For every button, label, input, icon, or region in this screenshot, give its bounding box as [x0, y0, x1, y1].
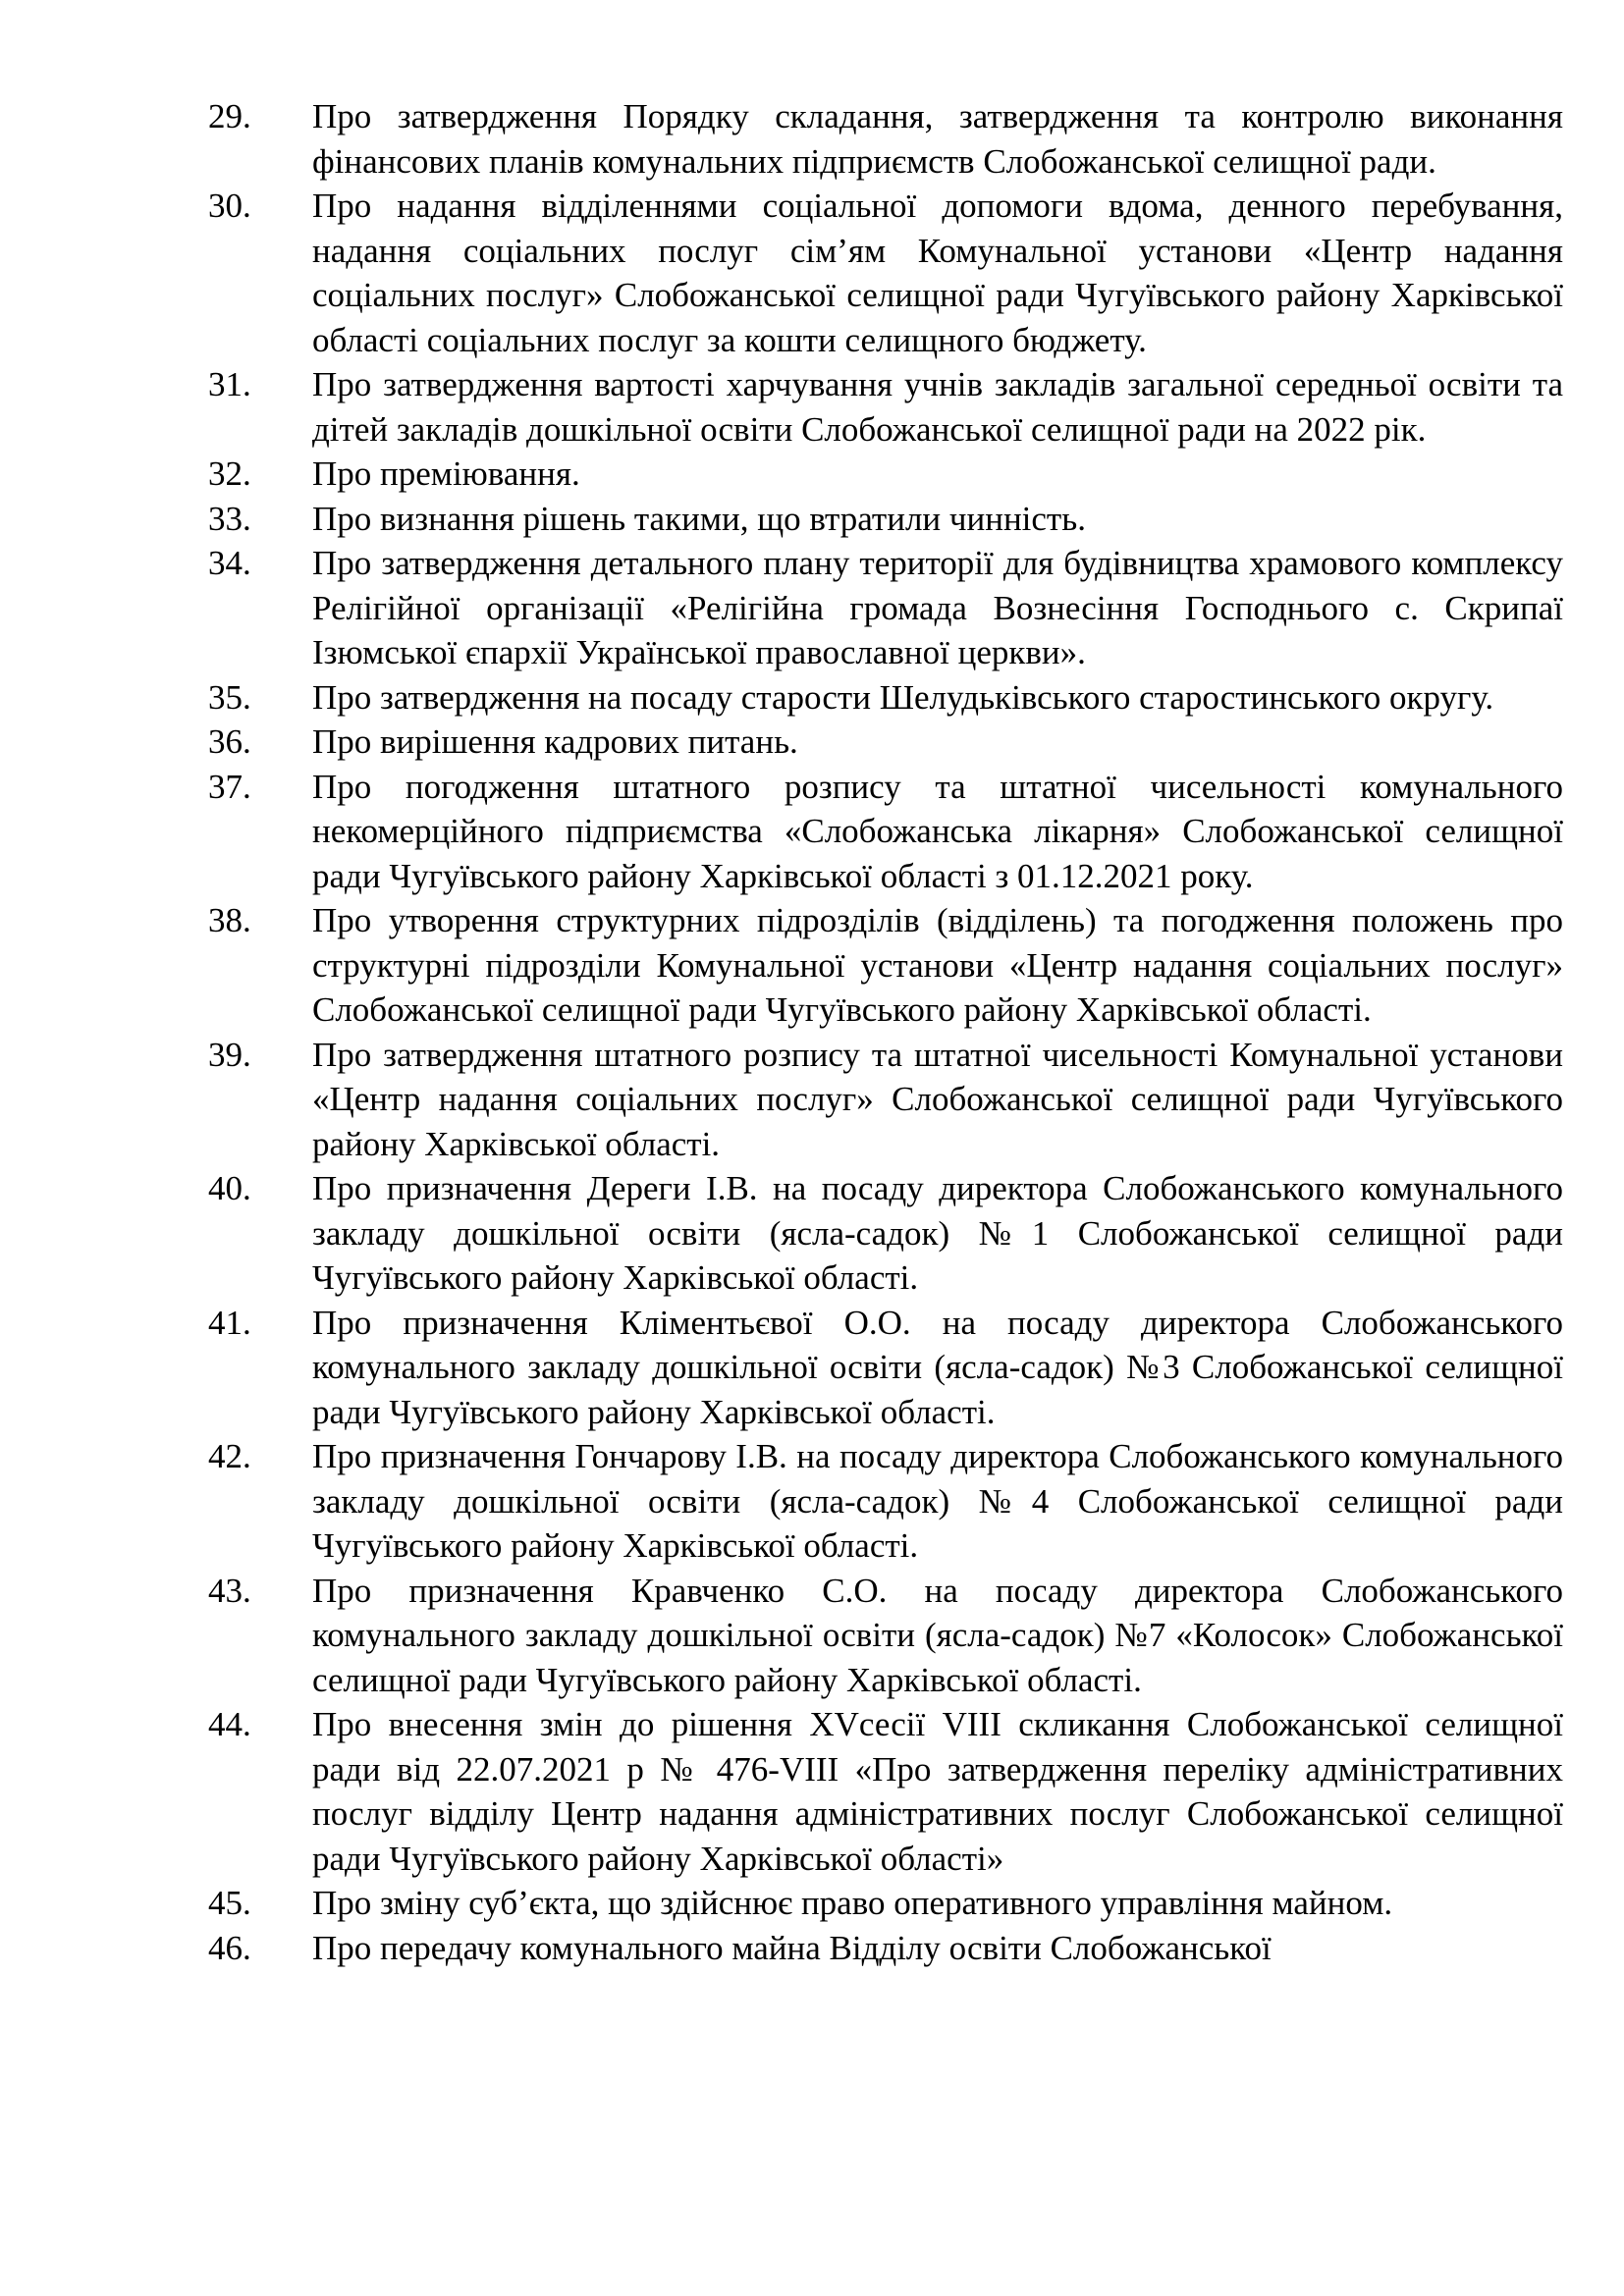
item-text: Про надання відділеннями соціальної допомоги вдома, денного перебування, надання соціальних послуг сім’ям Комунальної установи «Центр надання соціальних послуг» Слобожанської селищної ради Чугуївського району Харківської області соціальних послуг за кошти селищного бюджету.	[312, 187, 1563, 359]
item-text: Про преміювання.	[312, 454, 580, 493]
item-number: 46.	[208, 1928, 251, 1967]
item-text: Про призначення Кліментьєвої О.О. на посаду директора Слобожанського комунального закладу дошкільної освіти (ясла-садок) №3 Слобожанської селищної ради Чугуївського району Харківської області.	[312, 1303, 1563, 1431]
list-item	[208, 452, 1563, 497]
item-text: Про затвердження штатного розпису та штатної чисельності Комунальної установи «Центр надання соціальних послуг» Слобожанської селищної ради Чугуївського району Харківської області.	[312, 1035, 1563, 1163]
list-item	[208, 1702, 1563, 1881]
item-number: 43.	[208, 1571, 251, 1610]
list-item	[208, 1926, 1563, 1971]
item-text: Про зміну суб’єкта, що здійснює право оперативного управління майном.	[312, 1884, 1393, 1922]
item-text: Про призначення Кравченко С.О. на посаду директора Слобожанського комунального закладу дошкільної освіти (ясла-садок) №7 «Колосок» Слобожанської селищної ради Чугуївського району Харківської області.	[312, 1571, 1563, 1699]
item-number: 33.	[208, 499, 251, 538]
item-number: 34.	[208, 544, 251, 582]
item-text: Про погодження штатного розпису та штатної чисельності комунального некомерційного підприємства «Слобожанська лікарня» Слобожанської селищної ради Чугуївського району Харківської області з 01.12.2021 року.	[312, 767, 1563, 895]
list-item	[208, 184, 1563, 362]
list-item	[208, 765, 1563, 899]
item-number: 39.	[208, 1035, 251, 1074]
list-item	[208, 1881, 1563, 1926]
list-item	[208, 541, 1563, 675]
item-text: Про затвердження вартості харчування учнів закладів загальної середньої освіти та дітей закладів дошкільної освіти Слобожанської селищної ради на 2022 рік.	[312, 365, 1563, 449]
list-item	[208, 675, 1563, 721]
item-number: 32.	[208, 454, 251, 493]
agenda-list	[208, 94, 1563, 1970]
item-text: Про внесення змін до рішення XVсесії VIII скликання Слобожанської селищної ради від 22.07.2021 р № 476-VIII «Про затвердження переліку адміністративних послуг відділу Центр надання адміністративних послуг Слобожанської селищної ради Чугуївського району Харківської області»	[312, 1705, 1563, 1878]
item-number: 41.	[208, 1303, 251, 1342]
list-item	[208, 898, 1563, 1033]
item-number: 35.	[208, 677, 251, 717]
item-text: Про передачу комунального майна Відділу освіти Слобожанської	[312, 1928, 1272, 1967]
item-number: 36.	[208, 722, 251, 761]
list-item	[208, 1434, 1563, 1569]
item-text: Про визнання рішень такими, що втратили чинність.	[312, 499, 1086, 538]
item-number: 29.	[208, 97, 251, 135]
item-text: Про вирішення кадрових питань.	[312, 722, 798, 761]
item-number: 37.	[208, 767, 251, 806]
item-number: 40.	[208, 1169, 251, 1207]
list-item	[208, 1166, 1563, 1301]
item-number: 31.	[208, 365, 251, 403]
item-number: 44.	[208, 1705, 251, 1743]
list-item	[208, 1301, 1563, 1435]
list-item	[208, 94, 1563, 184]
item-text: Про затвердження Порядку складання, затвердження та контролю виконання фінансових планів комунальних підприємств Слобожанської селищної ради.	[312, 97, 1563, 181]
list-item	[208, 362, 1563, 452]
list-item	[208, 1569, 1563, 1703]
item-text: Про затвердження на посаду старости Шелудьківського старостинського округу.	[312, 677, 1494, 717]
list-item	[208, 720, 1563, 765]
item-text: Про призначення Дереги І.В. на посаду директора Слобожанського комунального закладу дошкільної освіти (ясла-садок) №1 Слобожанської селищної ради Чугуївського району Харківської області.	[312, 1169, 1563, 1297]
item-number: 38.	[208, 901, 251, 939]
item-text: Про утворення структурних підрозділів (відділень) та погодження положень про структурні підрозділи Комунальної установи «Центр надання соціальних послуг» Слобожанської селищної ради Чугуївського району Харківської області.	[312, 901, 1563, 1029]
item-number: 45.	[208, 1884, 251, 1922]
item-number: 42.	[208, 1437, 251, 1475]
list-item	[208, 497, 1563, 542]
item-number: 30.	[208, 187, 251, 225]
item-text: Про призначення Гончарову І.В. на посаду директора Слобожанського комунального закладу дошкільної освіти (ясла-садок) №4 Слобожанської селищної ради Чугуївського району Харківської області.	[312, 1437, 1563, 1565]
item-text: Про затвердження детального плану території для будівництва храмового комплексу Релігійної організації «Релігійна громада Вознесіння Господнього с. Скрипаї Ізюмської єпархії Української православної церкви».	[312, 544, 1563, 671]
list-item	[208, 1033, 1563, 1167]
